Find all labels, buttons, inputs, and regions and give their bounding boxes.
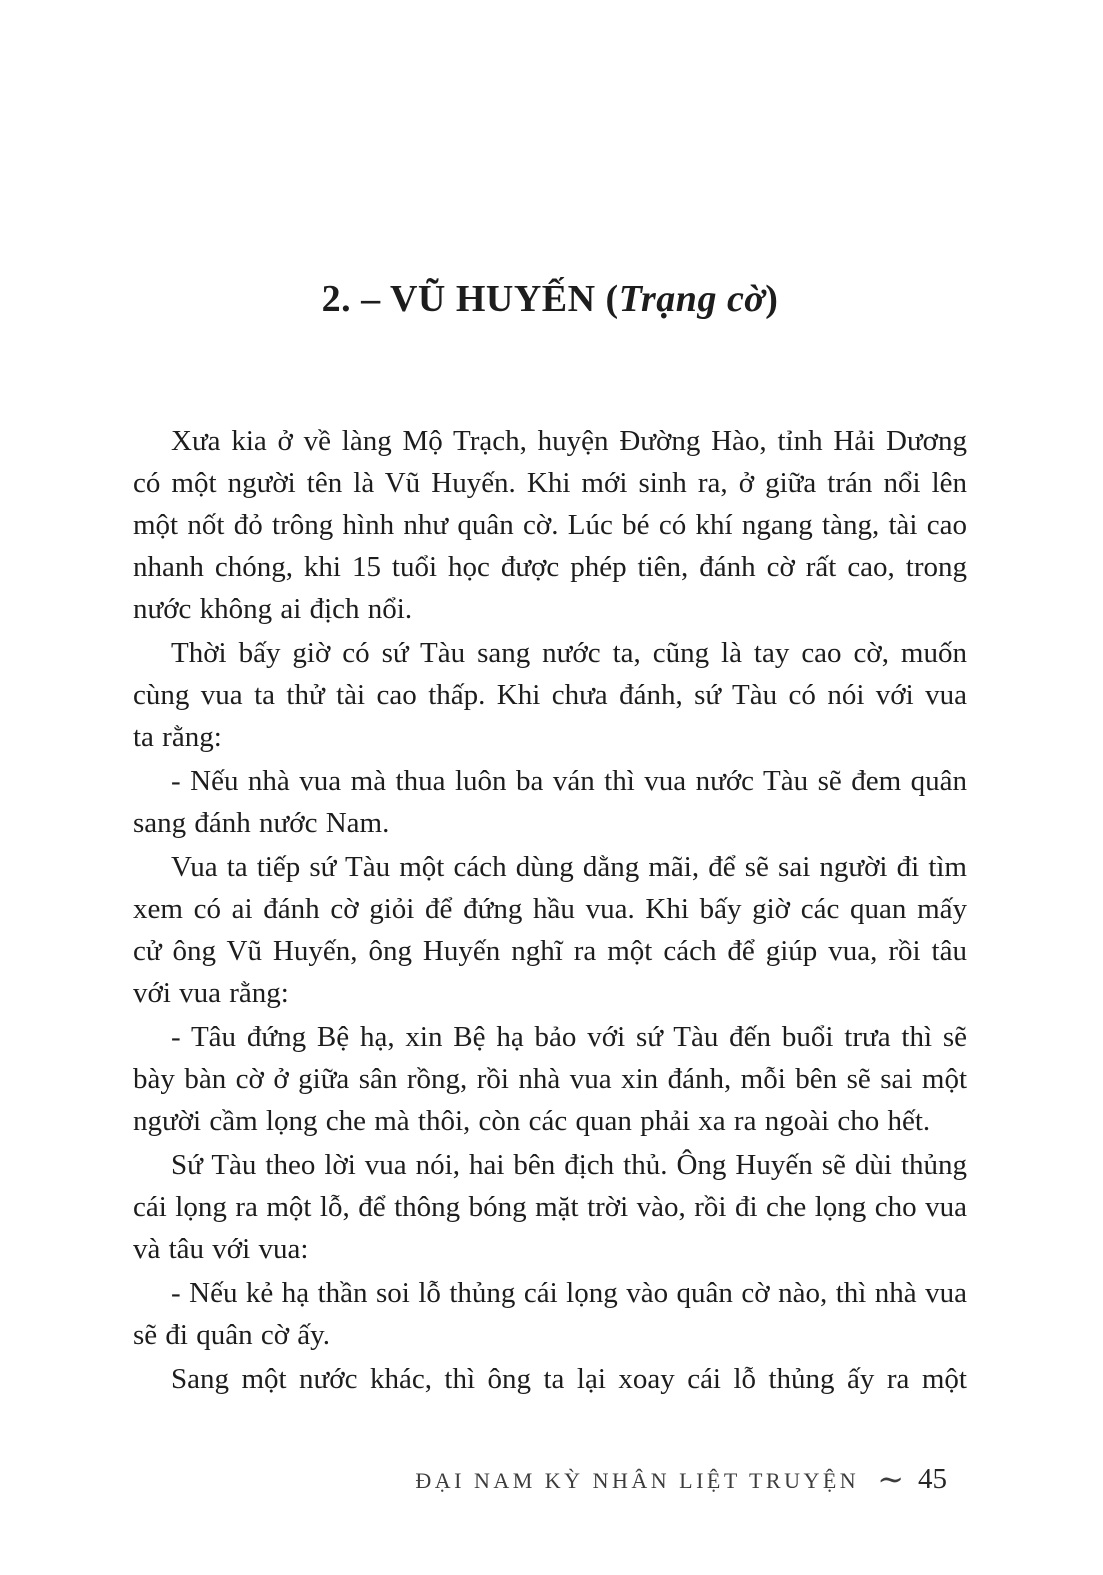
text-line: có một người tên là Vũ Huyến. Khi mới sinh ra, ở giữa trán nổi lên (133, 467, 967, 499)
chapter-title-text: 2. – VŨ HUYẾN ( (321, 278, 619, 321)
paragraph (133, 1016, 967, 1142)
page-footer (415, 1458, 947, 1496)
text-line: sẽ đi quân cờ ấy. (133, 1319, 331, 1351)
chapter-title-close-paren: ) (765, 278, 779, 321)
paragraph (133, 632, 967, 758)
chapter-title-emphasis: Trạng cờ (618, 278, 766, 321)
text-line: Vua ta tiếp sứ Tàu một cách dùng dằng mãi, để sẽ sai người đi tìm (171, 851, 967, 883)
text-line: cái lọng ra một lỗ, để thông bóng mặt trời vào, rồi đi che lọng cho vua (133, 1191, 967, 1223)
text-line: Sứ Tàu theo lời vua nói, hai bên địch thủ. Ông Huyến sẽ dùi thủng (171, 1149, 967, 1181)
text-line: cùng vua ta thử tài cao thấp. Khi chưa đánh, sứ Tàu có nói với vua (133, 679, 967, 711)
text-line: nhanh chóng, khi 15 tuổi học được phép tiên, đánh cờ rất cao, trong (133, 551, 967, 583)
text-line: - Nếu nhà vua mà thua luôn ba ván thì vua nước Tàu sẽ đem quân (171, 765, 967, 797)
text-line: xem có ai đánh cờ giỏi để đứng hầu vua. Khi bấy giờ các quan mấy (133, 893, 967, 925)
paragraph (133, 420, 967, 630)
body-text (133, 420, 967, 1402)
paragraph (133, 846, 967, 1014)
paragraph (133, 1358, 967, 1400)
paragraph (133, 760, 967, 844)
running-book-title: ĐẠI NAM KỲ NHÂN LIỆT TRUYỆN (415, 1468, 860, 1493)
paragraph (133, 1272, 967, 1356)
text-line: Xưa kia ở về làng Mộ Trạch, huyện Đường Hào, tỉnh Hải Dương (171, 425, 967, 457)
text-line: cử ông Vũ Huyến, ông Huyến nghĩ ra một cách để giúp vua, rồi tâu (133, 935, 967, 967)
text-line: và tâu với vua: (133, 1233, 309, 1265)
page-number: 45 (918, 1463, 947, 1495)
text-line: Thời bấy giờ có sứ Tàu sang nước ta, cũng là tay cao cờ, muốn (171, 637, 967, 669)
text-line: - Nếu kẻ hạ thần soi lỗ thủng cái lọng vào quân cờ nào, thì nhà vua (171, 1277, 967, 1309)
paragraph (133, 1144, 967, 1270)
text-line: nước không ai địch nổi. (133, 593, 413, 625)
text-line: - Tâu đứng Bệ hạ, xin Bệ hạ bảo với sứ Tàu đến buổi trưa thì sẽ (171, 1021, 967, 1053)
text-line: một nốt đỏ trông hình như quân cờ. Lúc bé có khí ngang tàng, tài cao (133, 509, 967, 541)
text-line: với vua rằng: (133, 977, 289, 1009)
text-line: sang đánh nước Nam. (133, 807, 390, 839)
text-line: ta rằng: (133, 721, 222, 753)
chapter-title (133, 277, 967, 321)
text-line: Sang một nước khác, thì ông ta lại xoay cái lỗ thủng ấy ra một (171, 1363, 967, 1395)
tilde-separator: ∼ (877, 1461, 904, 1497)
text-line: bày bàn cờ ở giữa sân rồng, rồi nhà vua xin đánh, mỗi bên sẽ sai một (133, 1063, 967, 1095)
text-line: người cầm lọng che mà thôi, còn các quan phải xa ra ngoài cho hết. (133, 1105, 931, 1137)
